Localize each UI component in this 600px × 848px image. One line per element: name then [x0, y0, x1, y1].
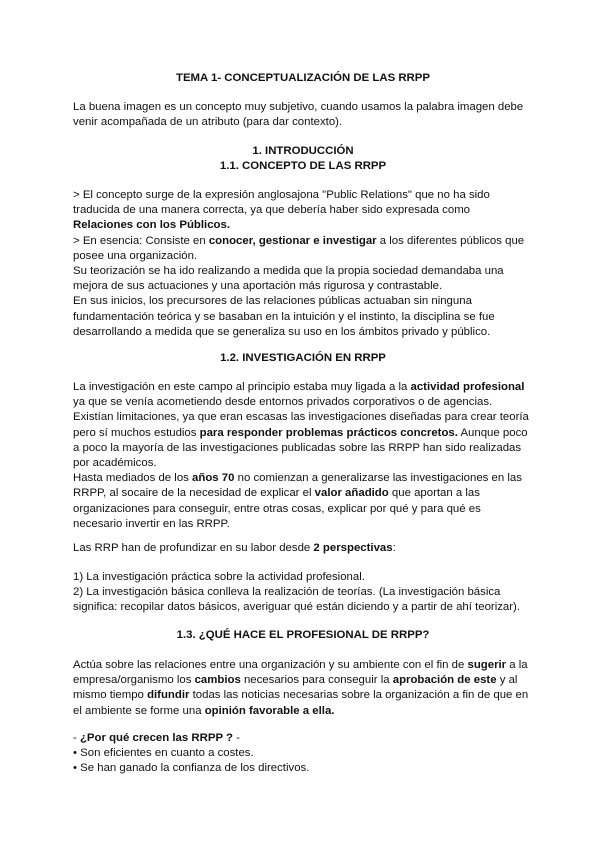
- perspectives-list: [73, 570, 533, 616]
- document-title: TEMA 1- CONCEPTUALIZACIÓN DE LAS RRPP: [176, 72, 430, 84]
- paragraph-origin: > El concepto surge de la expresión anglosajona "Public Relations" que no ha sido traducida de una manera correcta, ya que debería haber sido expresada como Relaciones con los Públicos.: [73, 189, 490, 232]
- question-heading: - ¿Por qué crecen las RRPP ? -: [73, 732, 240, 744]
- section-1-1-body: [73, 188, 533, 340]
- list-item: 1) La investigación práctica sobre la actividad profesional.: [73, 571, 365, 583]
- paragraph-professional-role: Actúa sobre las relaciones entre una organización y su ambiente con el fin de sugerir a la empresa/organismo los cambios necesarios para conseguir la aprobación de este y al mismo tiempo difundir todas las noticias necesarias sobre la organización a fin de que en el ambiente se forme una opinión favorable a ella.: [73, 659, 529, 717]
- list-item: • Son eficientes en cuanto a costes.: [73, 747, 254, 759]
- section-1-3-heading: 1.3. ¿QUÉ HACE EL PROFESIONAL DE RRPP?: [176, 629, 430, 641]
- paragraph-beginnings: En sus inicios, los precursores de las relaciones públicas actuaban sin ninguna fundamentación teórica y se basaban en la intuición y el instinto, la disciplina se fue desarrollando a medida que se generaliza su uso en los ámbitos privado y público.: [73, 295, 495, 338]
- reasons-list: [73, 746, 533, 776]
- intro-paragraph: La buena imagen es un concepto muy subjetivo, cuando usamos la palabra imagen debe venir acompañada de un atributo (para dar contexto).: [73, 101, 524, 129]
- section-1-2-body: [73, 380, 533, 532]
- paragraph-research-origin: La investigación en este campo al principio estaba muy ligada a la actividad profesional ya que se venía acometiendo desde entornos privados corporativos o de agencias.: [73, 381, 525, 409]
- paragraph-perspectives: Las RRP han de profundizar en su labor desde 2 perspectivas:: [73, 542, 396, 554]
- section-1-1-heading: 1.1. CONCEPTO DE LAS RRPP: [219, 160, 387, 172]
- section-1-heading: 1. INTRODUCCIÓN: [252, 145, 354, 157]
- list-item: 2) La investigación básica conlleva la realización de teorías. (La investigación básica significa: recopilar datos básicos, averiguar qué están diciendo y a partir de ahí teorizar).: [73, 586, 521, 614]
- paragraph-limitations: Existían limitaciones, ya que eran escasas las investigaciones diseñadas para crear teoría pero sí muchos estudios para responder problemas prácticos concretos. Aunque poco a poco la mayoría de las investigaciones publicadas sobre las RRPP han sido realizadas por académicos.: [73, 411, 529, 470]
- paragraph-theorization: Su teorización se ha ido realizando a medida que la propia sociedad demandaba una mejora de sus actuaciones y una aportación más rigurosa y contrastable.: [73, 265, 504, 293]
- paragraph-essence: > En esencia: Consiste en conocer, gestionar e investigar a los diferentes públicos que posee una organización.: [73, 234, 525, 262]
- paragraph-seventies: Hasta mediados de los años 70 no comienzan a generalizarse las investigaciones en las RRPP, al socaire de la necesidad de explicar el valor añadido que aportan a las organizaciones para conseguir, entre otras cosas, explicar por qué y para qué es necesario invertir en las RRPP.: [73, 472, 522, 530]
- list-item: • Se han ganado la confianza de los directivos.: [73, 762, 310, 775]
- section-1-2-heading: 1.2. INVESTIGACIÓN EN RRPP: [220, 352, 386, 364]
